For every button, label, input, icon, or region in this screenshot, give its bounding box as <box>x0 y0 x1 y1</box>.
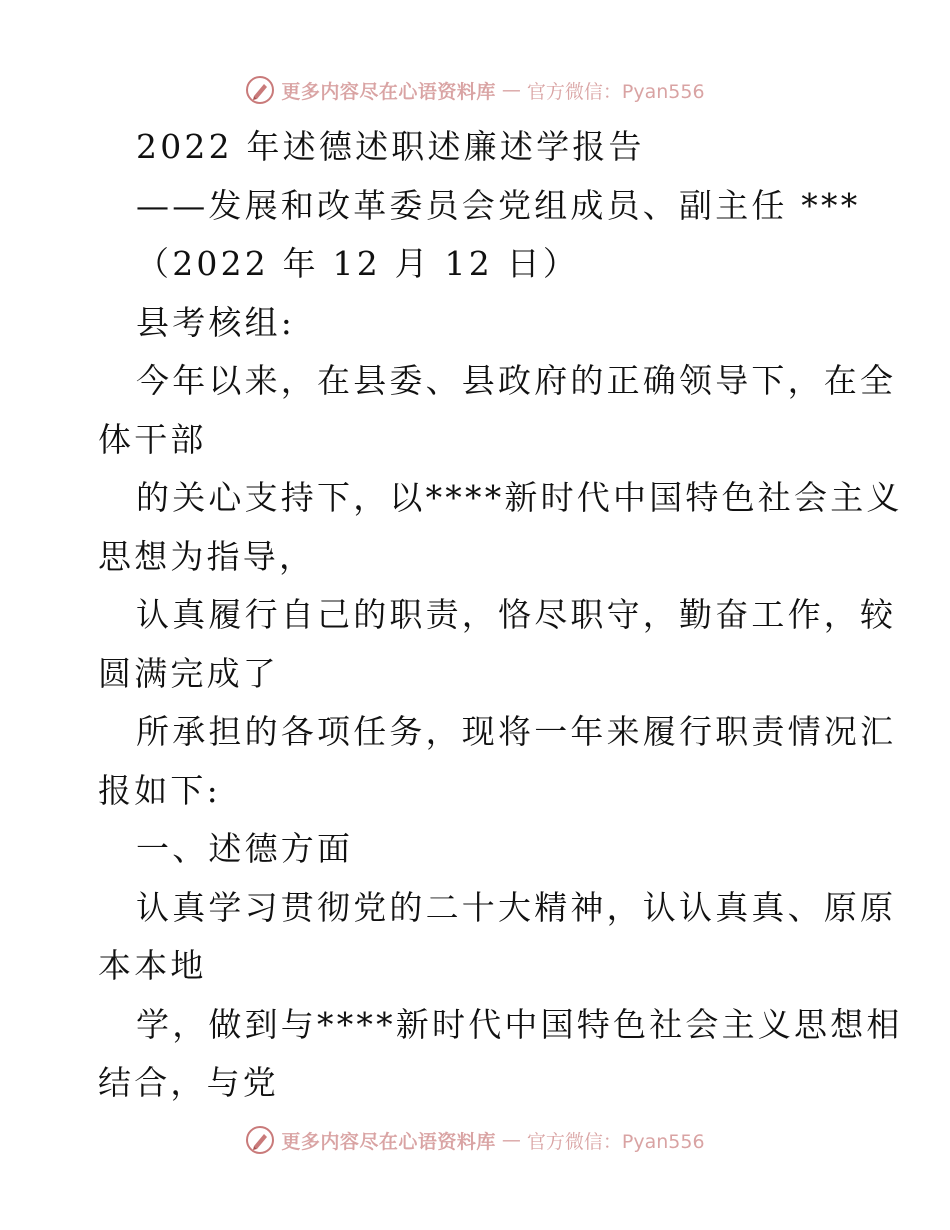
watermark-separator: — <box>501 1129 521 1151</box>
paragraph-line: 认真学习贯彻党的二十大精神，认认真真、原原 <box>136 887 897 927</box>
document-title: 2022 年述德述职述廉述学报告 <box>136 127 645 166</box>
paragraph-line: 体干部 <box>98 419 207 459</box>
paragraph-line: 学，做到与****新时代中国特色社会主义思想相 <box>136 1004 903 1044</box>
watermark-separator: — <box>501 79 521 101</box>
paragraph-line: 认真履行自己的职责，恪尽职守，勤奋工作，较 <box>136 595 897 634</box>
document-body <box>98 118 903 1113</box>
pen-nib-logo-icon <box>245 75 275 105</box>
paragraph-line: 报如下: <box>98 770 221 810</box>
watermark-text: 更多内容尽在心语资料库 <box>281 80 496 103</box>
paragraph-line: 今年以来，在县委、县政府的正确领导下，在全 <box>136 361 897 400</box>
document-subtitle: ——发展和改革委员会党组成员、副主任 *** <box>136 185 861 225</box>
section-heading: 一、述德方面 <box>136 829 354 868</box>
paragraph-line: 所承担的各项任务，现将一年来履行职责情况汇 <box>136 712 897 751</box>
header-watermark <box>0 70 950 110</box>
watermark-contact: 官方微信：Pyan556 <box>526 1130 705 1153</box>
pen-nib-logo-icon <box>245 1125 275 1155</box>
paragraph-line: 圆满完成了 <box>98 653 279 693</box>
paragraph-line: 的关心支持下，以****新时代中国特色社会主义 <box>136 478 903 517</box>
document-date: （2022 年 12 月 12 日） <box>136 244 580 283</box>
watermark-text: 更多内容尽在心语资料库 <box>281 1130 496 1153</box>
paragraph-line: 思想为指导， <box>98 536 316 576</box>
watermark-contact: 官方微信：Pyan556 <box>526 80 705 103</box>
paragraph-line: 本本地 <box>98 946 207 985</box>
paragraph-line: 结合，与党 <box>98 1063 279 1102</box>
footer-watermark <box>0 1120 950 1160</box>
document-salutation: 县考核组: <box>136 302 296 342</box>
